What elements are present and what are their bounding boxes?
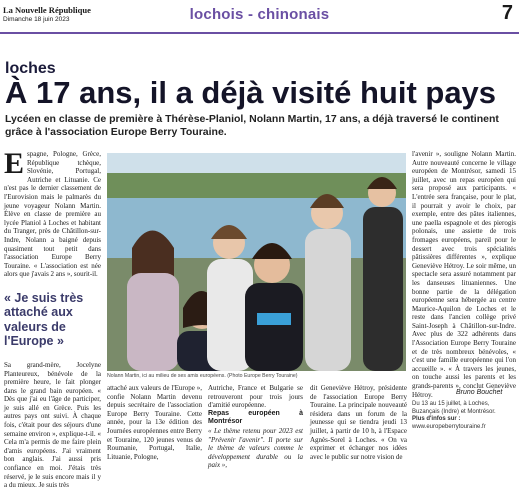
article-headline: À 17 ans, il a déjà visité huit pays <box>5 75 497 110</box>
masthead-rule <box>0 32 519 34</box>
photo-credit: (Photo Europe Berry Touraine) <box>227 373 298 379</box>
info-url: www.europeberrytouraine.fr <box>412 423 486 430</box>
pull-quote-text: « Je suis très attaché aux valeurs de l'Europe » <box>4 290 84 349</box>
column-3-paragraph: Autriche, France et Bulgarie se retrouveront pour trois jours d'amitié européenne. <box>208 384 303 410</box>
author-signature: Bruno Bouchet <box>456 389 503 396</box>
info-dates: Du 13 au 15 juillet, à Loches, Buzançais (Indre) et Montrésor. <box>412 401 496 415</box>
intro-paragraph: spagne, Pologne, Grèce, République tchèque, Slovénie, Portugal, Autriche et Lituanie. Ce n'est pas le dernier classement de l'Eurovision mais le palmarès du jeune voyageur Nolann Martin. Élève en classe de première au lycée Planiol à Loches et habitant du Tranger, près de Châtillon-sur-Indre, Nolann a baigné depuis quasiment tout petit dans l'association Europe Berry Touraine. « L'association est née alors que j'avais 2 ans », sourit-il. <box>4 150 101 279</box>
section-title: lochois - chinonais <box>189 6 330 23</box>
column-3-quote: « Le thème retenu pour 2023 est "Prévenir l'avenir". Il porte sur le thème de valeurs comme le développement durable ou la paix », <box>208 426 303 470</box>
article-kicker: loches <box>5 60 56 77</box>
page-number: 7 <box>501 2 513 24</box>
photo-caption-text: Nolann Martin, ici au milieu de ses amis européens. <box>107 373 226 379</box>
article-column-1 <box>4 147 101 490</box>
pull-quote <box>4 291 101 349</box>
article-column-3 <box>208 384 303 470</box>
photo-caption <box>107 373 406 379</box>
paper-name: La Nouvelle République <box>3 5 91 15</box>
column-5-paragraph: l'avenir », souligne Nolann Martin. Autre nouveauté concerne le village européen de Montrésor, samedi 15 juillet, avec un repas européen qui sera proposé aux participants. « L'entrée sera française, pour le plat, il pourrait y avoir le choix, par exemple, entre des pâtes italiennes, une paella espagnole et des pierogis polonais, une assiette de trois fromages européens, pareil pour le dessert avec trois spécialités pâtissières différentes », explique Geneviève Hétroy. Le soir même, un spectacle sera assuré notamment par les danseuses lituaniennes. Une bonne partie de la délégation européenne sera hébergée au centre Maurice-Aquilon de Loches et le reste dans l'ancien collège privé Saint-Joseph à Châtillon-sur-Indre. Avec plus de 322 adhérents dans l'Association Europe Berry Touraine et de très nombreux bénévoles, « c'est une famille européenne qui l'on accueille ». « À travers les jeunes, on touche aussi les parents et les grands-parents », conclut Geneviève Hétroy. <box>412 150 516 399</box>
drop-cap: E <box>4 147 25 180</box>
masthead <box>0 0 519 34</box>
article-column-4 <box>310 384 407 466</box>
practical-info <box>412 401 516 431</box>
subheading: Repas européen à Montrésor <box>208 409 303 426</box>
column-4-paragraph: dit Geneviève Hétroy, présidente de l'association Europe Berry Touraine. La principale nouveauté résidera dans un forum de la jeunesse qui se tiendra jeudi 13 juillet, à partir de 10 h, à l'Espace Agnès-Sorel à Loches. « On va exprimer et échanger nos idées avec le public sur notre vision de <box>310 384 407 461</box>
column-1-paragraph: Sa grand-mère, Jocelyne Planteureux, bénévole de la première heure, le fait plonger dans le grand bain européen. « Dès que j'ai eu l'âge de participer, je suis allé en Grèce. Puis les autres pays ont suivi. À chaque fois, c'était pour des séjours d'une semaine environ », explique-t-il. « Cela m'a permis de me faire plein d'amis européens. J'ai vraiment bon anglais. J'ai aussi pris confiance en moi. J'étais très réservé, je le suis encore mais il y a du mieux. Je suis très <box>4 360 101 490</box>
article-photo <box>107 153 406 371</box>
article-column-2 <box>107 384 202 466</box>
column-2-paragraph: attaché aux valeurs de l'Europe », confie Nolann Martin devenu depuis secrétaire de l'association Europe Berry Touraine. Cette année, pour la 13e édition des Journées européennes entre Berry et Touraine, 120 jeunes venus de Roumanie, Portugal, Italie, Lituanie, Pologne, <box>107 384 202 461</box>
article-standfirst: Lycéen en classe de première à Thérèse-Planiol, Nolann Martin, 17 ans, a déjà traversé le continent grâce à l'association Europe Berry Touraine. <box>5 113 499 138</box>
publication-date: Dimanche 18 juin 2023 <box>3 16 70 23</box>
info-label: Plus d'infos sur : <box>412 416 461 422</box>
